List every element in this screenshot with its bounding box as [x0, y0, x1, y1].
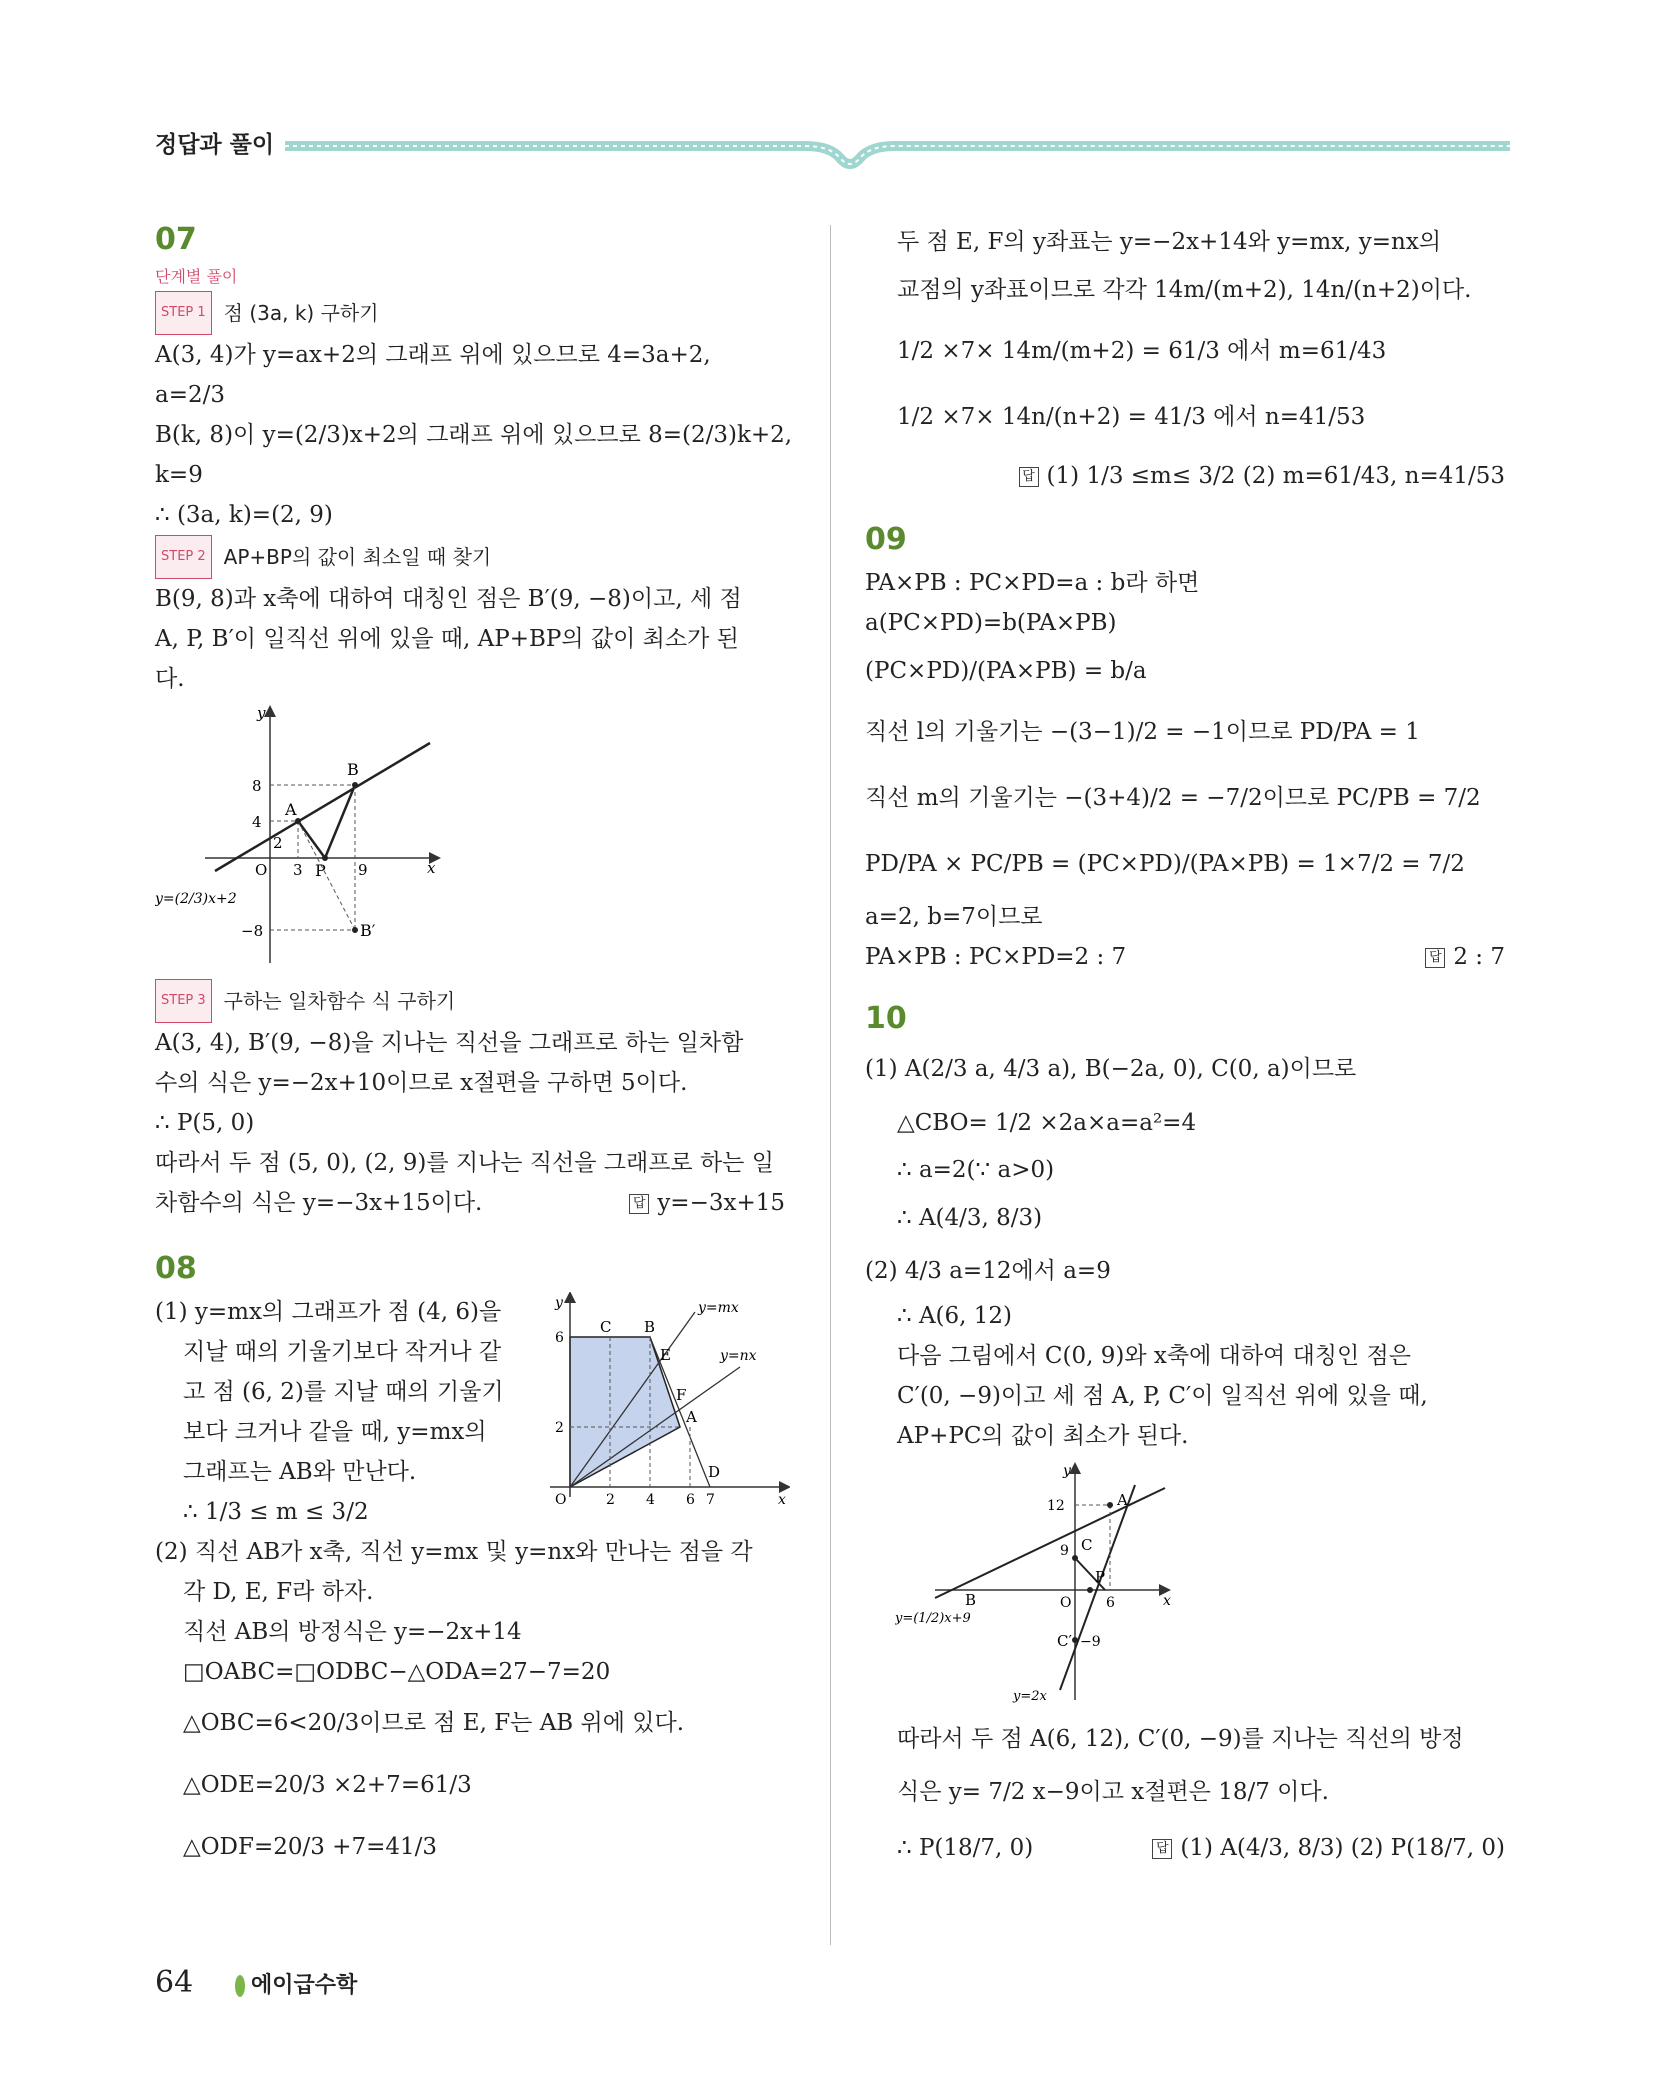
q08-p2-line7: △ODF=20/3 +7=41/3 [183, 1834, 437, 1860]
q10-graph-point-c: C [1081, 1536, 1093, 1554]
q10-line11: 식은 y= 7/2 x−9이고 x절편은 18/7 이다. [897, 1779, 1329, 1805]
q08-graph-xtick-2: 2 [606, 1492, 615, 1508]
q10-graph-tick-12: 12 [1047, 1498, 1065, 1514]
q07-graph-point-p: P [315, 861, 326, 880]
q08-r-line4: 1/2 ×7× 14n/(n+2) = 41/3 에서 n=41/53 [897, 404, 1366, 430]
step3-title: 구하는 일차함수 식 구하기 [223, 989, 456, 1013]
q09-line1: PA×PB : PC×PD=a : b라 하면 [865, 570, 1200, 596]
q10-line4: ∴ A(4/3, 8/3) [897, 1205, 1043, 1231]
q10-graph-origin: O [1060, 1595, 1072, 1611]
leaf-icon [235, 1975, 245, 1997]
q09-number: 09 [865, 522, 907, 557]
right-column [865, 222, 1505, 1876]
q08-graph-label-nx: y=nx [720, 1348, 757, 1364]
q07-graph-y-label: y [257, 704, 266, 722]
q08-answer-text: (1) 1/3 ≤m≤ 3/2 (2) m=61/43, n=41/53 [1046, 463, 1505, 489]
step2-title: AP+BP의 값이 최소일 때 찾기 [223, 545, 492, 569]
brand-logo [235, 1968, 357, 1999]
q08-graph-xtick-6: 6 [686, 1492, 695, 1508]
q10-answer [1152, 1820, 1505, 1876]
q08-graph-point-b: B [644, 1318, 656, 1336]
page-number: 64 [155, 1965, 194, 2000]
q08-answer [865, 450, 1505, 502]
step1-title: 점 (3a, k) 구하기 [223, 301, 379, 325]
answer-icon: 답 [629, 1194, 649, 1214]
q08-graph-tick-2: 2 [555, 1420, 564, 1436]
q08-p2-line2: 각 D, E, F라 하자. [183, 1579, 374, 1605]
q07-s1-line1: A(3, 4)가 y=ax+2의 그래프 위에 있으므로 4=3a+2, [155, 342, 711, 368]
brand-text: 에이급수학 [251, 1973, 358, 1998]
q07-graph-tick-2: 2 [273, 834, 283, 852]
q07-s3-line1: A(3, 4), B′(9, −8)을 지나는 직선을 그래프로 하는 일차함 [155, 1030, 744, 1056]
q08-graph-y-label: y [555, 1295, 563, 1311]
q08-p1-line3: 고 점 (6, 2)를 지날 때의 기울기 [183, 1379, 504, 1405]
q07-graph-equation: y=(2/3)x+2 [155, 891, 237, 907]
q07-answer [629, 1183, 785, 1223]
q07-graph-tick-m8: −8 [241, 922, 264, 940]
q08-p2-line3: 직선 AB의 방정식은 y=−2x+14 [183, 1619, 522, 1645]
q08-r-line2: 교점의 y좌표이므로 각각 14m/(m+2), 14n/(n+2)이다. [897, 277, 1472, 303]
q08-graph [540, 1292, 790, 1512]
q10-graph-point-p: P [1095, 1568, 1106, 1586]
left-column [155, 222, 795, 1878]
q08-r-line1: 두 점 E, F의 y좌표는 y=−2x+14와 y=mx, y=nx의 [897, 229, 1442, 255]
q07-s2-line3: 다. [155, 666, 185, 692]
q07-s3-line5: 차함수의 식은 y=−3x+15이다. [155, 1190, 483, 1216]
q07-step-label: 단계별 풀이 [155, 267, 238, 286]
step1-tag: STEP 1 [155, 291, 212, 335]
q08-p1-line6: ∴ 1/3 ≤ m ≤ 3/2 [183, 1499, 369, 1525]
q08-p2-line5: △OBC=6<20/3이므로 점 E, F는 AB 위에 있다. [183, 1710, 685, 1736]
q10-graph-xtick-6: 6 [1106, 1595, 1115, 1611]
q10-line10: 따라서 두 점 A(6, 12), C′(0, −9)를 지나는 직선의 방정 [897, 1726, 1464, 1752]
q08-graph-xtick-7: 7 [706, 1492, 715, 1508]
answer-icon: 답 [1425, 948, 1445, 968]
step2-tag: STEP 2 [155, 535, 212, 579]
column-divider [830, 225, 831, 1945]
q07-graph-tick-3: 3 [293, 861, 303, 879]
q10-number: 10 [865, 1001, 907, 1036]
q08-graph-point-e: E [660, 1346, 671, 1364]
q08-graph-point-d: D [708, 1463, 721, 1481]
answer-icon: 답 [1152, 1839, 1172, 1859]
q07-graph-point-a: A [285, 800, 297, 819]
q07-graph-point-bp: B′ [360, 921, 376, 940]
q10-line3: ∴ a=2(∵ a>0) [897, 1157, 1055, 1183]
q08-graph-point-c: C [600, 1318, 612, 1336]
q10-answer-text: (1) A(4/3, 8/3) (2) P(18/7, 0) [1180, 1835, 1505, 1861]
q10-line12: ∴ P(18/7, 0) [897, 1835, 1034, 1861]
q08-graph-origin: O [555, 1492, 567, 1508]
q10-graph-tick-m9: −9 [1080, 1634, 1101, 1650]
q08-graph-xtick-4: 4 [646, 1492, 655, 1508]
q08-graph-tick-6: 6 [555, 1330, 564, 1346]
q08-p1-line4: 보다 크거나 같을 때, y=mx의 [183, 1419, 487, 1445]
q07-s2-line1: B(9, 8)과 x축에 대하여 대칭인 점은 B′(9, −8)이고, 세 점 [155, 586, 742, 612]
q09-line8: PA×PB : PC×PD=2 : 7 [865, 944, 1127, 970]
q08-graph-x-label: x [778, 1492, 786, 1508]
q09-line3: (PC×PD)/(PA×PB) = b/a [865, 658, 1147, 684]
q08-graph-point-f: F [676, 1386, 687, 1404]
q07-graph-point-b: B [347, 760, 359, 779]
q10-graph-equation-1: y=(1/2)x+9 [895, 1611, 971, 1626]
q07-graph-tick-9: 9 [358, 861, 368, 879]
q08-graph-point-a: A [686, 1408, 697, 1426]
q09-line2: a(PC×PD)=b(PA×PB) [865, 610, 1117, 636]
q10-graph-equation-2: y=2x [1013, 1689, 1047, 1704]
q07-s1-line2: a=2/3 [155, 382, 225, 408]
q09-answer [1425, 937, 1505, 977]
q08-p2-line6: △ODE=20/3 ×2+7=61/3 [183, 1772, 472, 1798]
q10-graph-point-b: B [965, 1591, 977, 1609]
q07-graph-origin: O [255, 861, 268, 879]
q07-s1-line4: k=9 [155, 462, 203, 488]
step3-tag: STEP 3 [155, 979, 212, 1023]
q07-s3-line3: ∴ P(5, 0) [155, 1110, 255, 1136]
q09-line7: a=2, b=7이므로 [865, 904, 1043, 930]
q10-line6: ∴ A(6, 12) [897, 1303, 1013, 1329]
q08-p1-line1: (1) y=mx의 그래프가 점 (4, 6)을 [155, 1299, 502, 1325]
q07-s1-line3: B(k, 8)이 y=(2/3)x+2의 그래프 위에 있으므로 8=(2/3)k+2, [155, 422, 793, 448]
q10-graph-point-a: A [1117, 1491, 1128, 1509]
q09-answer-text: 2 : 7 [1453, 944, 1505, 970]
q10-graph-point-cp: C′ [1057, 1632, 1072, 1650]
q10-graph-x-label: x [1163, 1593, 1171, 1609]
q10-graph [895, 1460, 1215, 1710]
q07-s2-line2: A, P, B′이 일직선 위에 있을 때, AP+BP의 값이 최소가 된 [155, 626, 739, 652]
q10-graph-tick-9: 9 [1060, 1543, 1069, 1559]
q07-number: 07 [155, 222, 197, 257]
q07-s3-line2: 수의 식은 y=−2x+10이므로 x절편을 구하면 5이다. [155, 1070, 688, 1096]
q08-graph-label-mx: y=mx [698, 1300, 739, 1316]
q08-r-line3: 1/2 ×7× 14m/(m+2) = 61/3 에서 m=61/43 [897, 338, 1387, 364]
q09-line5: 직선 m의 기울기는 −(3+4)/2 = −7/2이므로 PC/PB = 7/2 [865, 785, 1481, 811]
q07-graph [155, 703, 455, 973]
q07-graph-tick-8: 8 [252, 777, 262, 795]
q10-line8: C′(0, −9)이고 세 점 A, P, C′이 일직선 위에 있을 때, [897, 1383, 1428, 1409]
q10-graph-y-label: y [1063, 1463, 1071, 1479]
answer-icon: 답 [1019, 467, 1039, 487]
q07-s3-line4: 따라서 두 점 (5, 0), (2, 9)를 지나는 직선을 그래프로 하는 일 [155, 1150, 774, 1176]
q09-line6: PD/PA × PC/PB = (PC×PD)/(PA×PB) = 1×7/2 = 7/2 [865, 851, 1465, 877]
q10-line9: AP+PC의 값이 최소가 된다. [897, 1423, 1189, 1449]
header-decoration [285, 118, 1510, 178]
q10-line7: 다음 그림에서 C(0, 9)와 x축에 대하여 대칭인 점은 [897, 1343, 1411, 1369]
q07-s1-line5: ∴ (3a, k)=(2, 9) [155, 502, 333, 528]
q10-line5: (2) 4/3 a=12에서 a=9 [865, 1258, 1111, 1284]
q10-line2: △CBO= 1/2 ×2a×a=a²=4 [897, 1110, 1197, 1136]
q07-answer-text: y=−3x+15 [657, 1190, 785, 1216]
q07-graph-tick-4: 4 [252, 813, 262, 831]
q08-number: 08 [155, 1251, 197, 1286]
page-header-title: 정답과 풀이 [155, 132, 275, 158]
q08-p1-line5: 그래프는 AB와 만난다. [183, 1459, 417, 1485]
q08-p2-line1: (2) 직선 AB가 x축, 직선 y=mx 및 y=nx와 만나는 점을 각 [155, 1539, 753, 1565]
q10-line1: (1) A(2/3 a, 4/3 a), B(−2a, 0), C(0, a)이므로 [865, 1056, 1357, 1082]
q09-line4: 직선 l의 기울기는 −(3−1)/2 = −1이므로 PD/PA = 1 [865, 719, 1420, 745]
q08-p1-line2: 지날 때의 기울기보다 작거나 같 [183, 1339, 502, 1365]
q07-graph-x-label: x [427, 859, 436, 877]
q08-p2-line4: □OABC=□ODBC−△ODA=27−7=20 [183, 1659, 611, 1685]
